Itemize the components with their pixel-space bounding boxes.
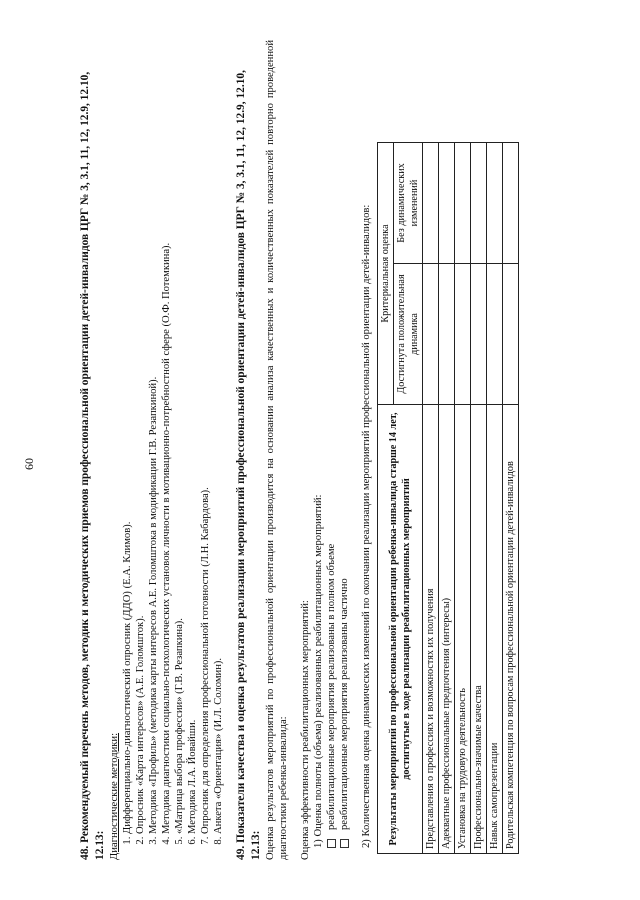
quantitative-assessment-title: 2) Количественная оценка динамических изменений по окончании реализации мероприятий профессиональной ориентации детей-инвалидов:	[361, 204, 372, 848]
table-cell-positive[interactable]	[455, 264, 471, 405]
efficiency-title: Оценка эффективности реабилитационных мероприятий:	[300, 600, 311, 860]
diagnostic-methods-subheading: Диагностические методики:	[109, 732, 120, 860]
table-cell-label: Родительская компетенция по вопросам профессиональной ориентации детей-инвалидов	[503, 405, 519, 854]
table-cell-positive[interactable]	[487, 264, 503, 405]
table-cell-label: Адекватные профессиональные предпочтения (интересы)	[439, 405, 455, 854]
table-row	[503, 143, 519, 854]
criteria-header: Критериальная оценка	[378, 143, 394, 405]
list-item: 6. Методика Л.А. Йовайши.	[186, 40, 199, 834]
table-cell-label: Навык самопрезентации	[487, 405, 503, 854]
table-cell-no-change[interactable]	[439, 143, 455, 264]
table-cell-no-change[interactable]	[455, 143, 471, 264]
table-cell-positive[interactable]	[423, 264, 439, 405]
results-column-header: Результаты мероприятий по профессиональной ориентации ребенка-инвалида старше 14 лет, достигнутые в ходе реализации реабилитационных мероприятий	[378, 405, 423, 854]
list-item: 5. «Матрица выбора профессии» (Г.В. Резапкина).	[173, 40, 186, 834]
table-cell-positive[interactable]	[439, 264, 455, 405]
section-49-heading: 49. Показатели качества и оценка результатов реализации мероприятий профессиональной ориентации детей-инвалидов ЦРГ № 3, 3.1, 11, 12, 12.9, 12.10, 12.13:	[235, 70, 262, 860]
checkbox[interactable]	[327, 839, 336, 848]
table-cell-no-change[interactable]	[423, 143, 439, 264]
table-cell-label: Установка на трудовую деятельность	[455, 405, 471, 854]
table-row	[471, 143, 487, 854]
diagnostic-methods-list	[121, 40, 225, 860]
checkbox-label: реабилитационные мероприятия реализованы частично	[339, 578, 350, 830]
no-changes-header: Без динамических изменений	[394, 143, 423, 264]
checkbox-label: реабилитационные мероприятия реализованы в полном объеме	[326, 543, 337, 830]
table-cell-no-change[interactable]	[487, 143, 503, 264]
document-body	[78, 40, 519, 860]
table-cell-no-change[interactable]	[471, 143, 487, 264]
completeness-title: 1) Оценка полноты (объема) реализованных реабилитационных мероприятий:	[313, 494, 324, 848]
section-49-intro: Оценка результатов мероприятий по профессиональной ориентации производится на основании анализа качественных и количественных показателей повторно проведенной диагностики ребенка-инвалида:	[265, 40, 289, 860]
list-item: 7. Опросник для определения профессиональной готовности (Л.Н. Кабардова).	[199, 40, 212, 834]
list-item: 4. Методика диагностики социально-психологических установок личности в мотивационно-потребностной сфере (О.Ф. Потемкина).	[160, 40, 173, 834]
list-item: 1. Дифференциально-диагностический опросник (ДДО) (Е.А. Климов).	[121, 40, 134, 834]
list-item: 3. Методика «Профиль» (методика карты интересов А.Е. Голомштока в модификации Г.В. Резапкиной).	[147, 40, 160, 834]
table-cell-positive[interactable]	[471, 264, 487, 405]
table-row	[439, 143, 455, 854]
section-48-heading: 48. Рекомендуемый перечень методов, методик и методических приемов профессиональной ориентации детей-инвалидов ЦРГ № 3, 3.1, 11, 12, 12.9, 12.10, 12.13:	[79, 71, 106, 860]
checkbox-option-partial[interactable]	[338, 40, 351, 860]
page-number: 60	[22, 458, 36, 470]
table-row	[487, 143, 503, 854]
positive-dynamics-header: Достигнута положительная динамика	[394, 264, 423, 405]
table-cell-label: Профессионально-значимые качества	[471, 405, 487, 854]
checkbox-option-full[interactable]	[325, 40, 338, 860]
list-item: 2. Опросник «Карта интересов» (А.Е. Голомшток).	[134, 40, 147, 834]
table-header-row	[378, 143, 394, 854]
table-cell-positive[interactable]	[503, 264, 519, 405]
results-table	[377, 142, 519, 854]
table-row	[423, 143, 439, 854]
checkbox[interactable]	[340, 839, 349, 848]
list-item: 8. Анкета «Ориентация» (И.Л. Соломин).	[212, 40, 225, 834]
table-row	[455, 143, 471, 854]
table-cell-label: Представления о профессиях и возможностях их получения	[423, 405, 439, 854]
table-cell-no-change[interactable]	[503, 143, 519, 264]
